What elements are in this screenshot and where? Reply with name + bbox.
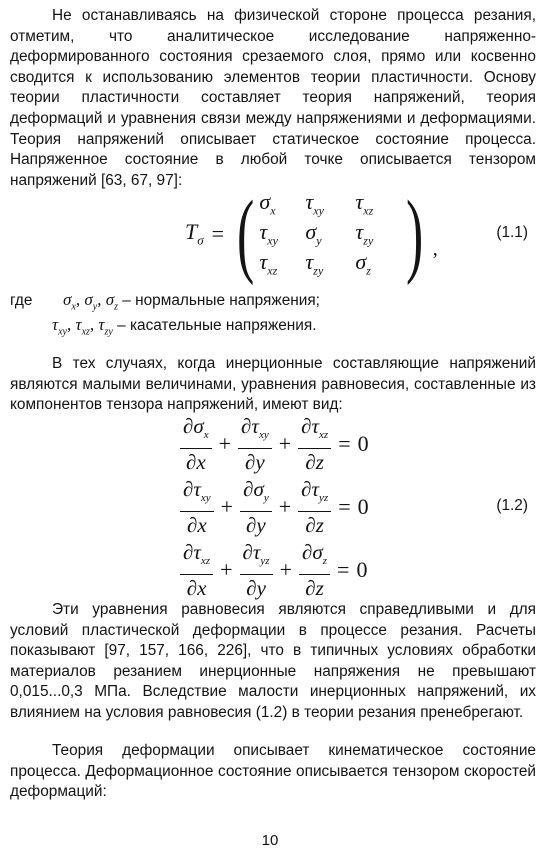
matrix-cell: $\tau_{xz}$ [259,249,278,278]
matrix-cell: $\sigma_z$ [355,249,371,278]
partial-derivative: $\frac{\partial\tau_{xy}}{\partial y}$ [238,415,272,473]
partial-derivative: $\frac{\partial\tau_{yz}}{\partial z}$ [298,478,331,536]
left-parenthesis: ( [237,182,255,286]
operator: = [337,557,350,582]
where-label: где [10,292,33,309]
paragraph-calculations: Эти уравнения равновесия являются справедливыми и для условий пластической деформации в процессе резания. Расчеты показывают [97, 157, 166, 226], что в типичных условиях обработки материалов резанием инерционные напряжения не превышают 0,015...0,3 МПа. Вследствие малости инерционных напряжений, их влиянием на условия равновесия (1.2) в теории резания пренебрегают. [10,601,536,721]
rhs-zero: 0 [357,431,369,456]
rhs-zero: 0 [356,557,368,582]
where-line-normal: где $\sigma_x$, $\sigma_y$, $\sigma_z$ – нормальные напряжения; [10,290,320,313]
rhs-zero: 0 [357,494,369,519]
partial-derivative: $\frac{\partial\tau_{yz}}{\partial y}$ [240,541,273,599]
operator: = [338,494,351,519]
partial-derivative: $\frac{\partial\tau_{xz}}{\partial z}$ [298,415,331,473]
operator: + [218,431,232,456]
matrix-cell: $\tau_{zy}$ [355,219,374,248]
paragraph-intro: Не останавливаясь на физической стороне процесса резания, отметим, что аналитическое исследование напряженно-деформированного состояния срезаемого слоя, прямо или косвенно сводится к использованию элементов теории пластичности. Основу теории пластичности составляет теория напряжений, теория деформаций и уравнения связи между напряжениями и деформациями. Теория напряжений описывает статическое состояние процесса. Напряженное состояние в любой точке описывается тензором напряжений [63, 67, 97]: [10,7,536,189]
partial-derivative: $\frac{\partial\sigma_z}{\partial z}$ [299,541,330,599]
partial-derivative: $\frac{\partial\tau_{xz}}{\partial x}$ [180,541,213,599]
page-number: 10 [261,832,279,849]
operator: + [278,431,292,456]
matrix-cell: $\tau_{zy}$ [305,249,324,278]
matrix-cell: $\tau_{xy}$ [259,219,278,248]
matrix-cell: $\sigma_y$ [305,219,322,248]
equation-number-1-1: (1.1) [496,224,528,241]
partial-derivative: $\frac{\partial\sigma_y}{\partial y}$ [240,478,272,536]
equilibrium-equation-row [180,413,376,475]
right-parenthesis: ) [406,182,424,286]
matrix-cell: $\tau_{xz}$ [355,189,374,218]
equilibrium-equation-row [180,476,376,538]
matrix-cell: $\sigma_x$ [259,189,276,218]
operator: + [220,494,234,519]
partial-derivative: $\frac{\partial\sigma_x}{\partial x}$ [180,415,212,473]
stress-tensor-equation: $T_\sigma$ = ( $\sigma_x$ $\tau_{xy}$ $\tau_{xz}$ $\tau_{xy}$ $\sigma_y$ $\tau_{zy}$ $\tau_{xz}$ $\tau_{zy}$ $\sigma_z$ ) , [185,182,438,286]
matrix-cell: $\tau_{xy}$ [305,189,324,218]
partial-derivative: $\frac{\partial\tau_{xy}}{\partial x}$ [180,478,214,536]
paragraph-equilibrium: В тех случаях, когда инерционные составляющие напряжений являются малыми величинами, уравнения равновесия, составленные из компонентов тензора напряжений, имеют вид: [10,355,536,414]
equilibrium-equation-row [180,539,374,601]
operator: + [279,557,292,582]
paragraph-deformation: Теория деформации описывает кинематическое состояние процесса. Деформационное состояние описывается тензором скоростей деформаций: [10,742,536,801]
equation-number-1-2: (1.2) [496,497,528,514]
stress-matrix [259,189,401,279]
tensor-symbol: $T_\sigma$ [185,219,204,248]
where-line-shear: $\tau_{xy}$, $\tau_{xz}$, $\tau_{zy}$ – касательные напряжения. [52,315,317,338]
operator: = [338,431,351,456]
operator: + [220,557,233,582]
operator: + [278,494,292,519]
